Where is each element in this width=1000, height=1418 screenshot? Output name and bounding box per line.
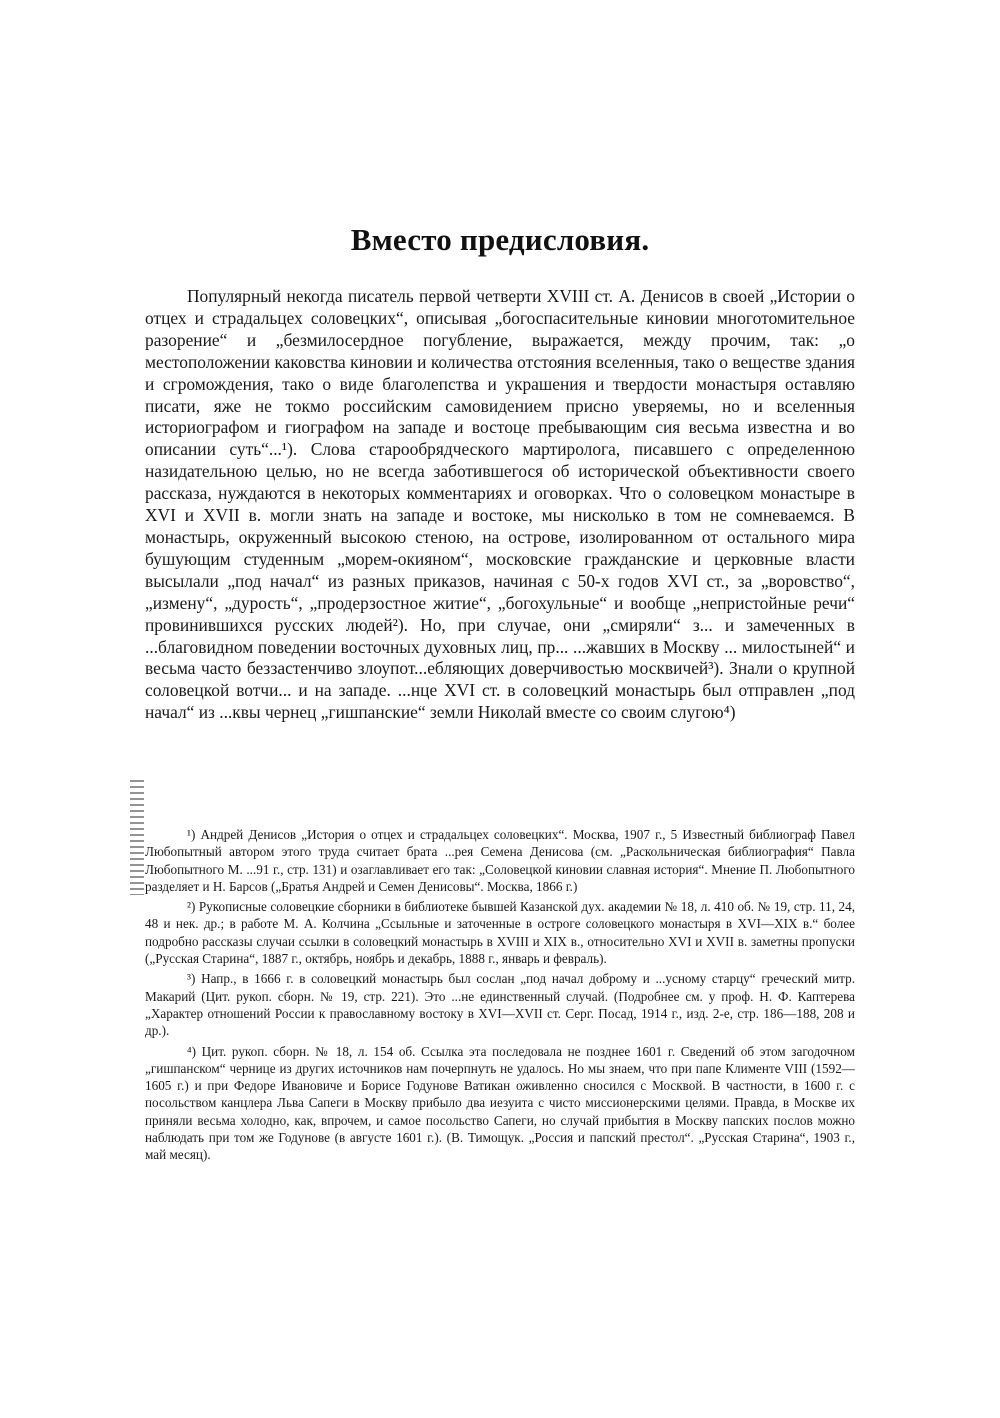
- footnotes-section: [145, 826, 855, 1167]
- footnote-4: ⁴) Цит. рукоп. сборн. № 18, л. 154 об. Ссылка эта последовала не позднее 1601 г. Сведений об этом загодочном „гишпанском“ чернице из других источников нам почерпнуть не удалось. Но мы знаем, что при папе Клименте VIII (1592—1605 г.) и при Федоре Ивановиче и Борисе Годунове Ватикан оживленно сносился с Москвой. В частности, в 1600 г. с посольством канцлера Льва Сапеги в Москву прибыло два иезуита с чисто миссионерскими целями. Правда, в Москве их приняли весьма холодно, как, впрочем, и самое посольство Сапеги, но случай прибытия в Москву папских послов можно наблюдать при том же Годунове (в августе 1601 г.). (В. Тимощук. „Россия и папский престол“. „Русская Старина“, 1903 г., май месяц).: [145, 1043, 855, 1163]
- footnote-1: ¹) Андрей Денисов „История о отцех и страдальцех соловецких“. Москва, 1907 г., 5 Известный библиограф Павел Любопытный автором этого труда считает брата ...рея Семена Денисова (см. „Раскольническая библиография“ Павла Любопытного М. ...91 г., стр. 131) и озаглавливает его так: „Соловецкой киновии славная история“. Мнение П. Любопытного разделяет и Н. Барсов („Братья Андрей и Семен Денисовы“. Москва, 1866 г.): [145, 827, 855, 894]
- page-title: Вместо предисловия.: [350, 222, 650, 257]
- main-paragraph: Популярный некогда писатель первой четверти XVIII ст. А. Денисов в своей „Истории о отцех и страдальцех соловецких“, описывая „богоспасительные киновии многотомительное разорение“ и „безмилосердное погубление, выражается, между прочим, так: „о местоположении каковства киновии и количества отстояния вселенныя, тако о веществе здания и сгромождения, тако о виде благолепства и украшения и твердости монастыря оставляю писати, яже не токмо российским самовидением присно уверяемы, но и вселенныя историографом и гиографом на западе и востоце пребывающим сия весьма известна и во описании суть“...¹). Слова старообрядческого мартиролога, писавшего с определенною назидательною целью, но не всегда заботившегося об исторической объективности своего рассказа, нуждаются в некоторых комментариях и оговорках. Что о соловецком монастыре в XVI и XVII в. могли знать на западе и востоке, мы нисколько в том не сомневаемся. В монастырь, окруженный высокою стеною, на острове, изолированном от остального мира бушующим студенным „морем-окияном“, московские гражданские и церковные власти высылали „под начал“ из разных приказов, начиная с 50-х годов XVI ст., за „воровство“, „измену“, „дурость“, „продерзостное житие“, „богохульные“ и вообще „непристойные речи“ провинившихся русских людей²). Но, при случае, они „смиряли“ з... и замеченных в ...благовидном поведении восточных духовных лиц, пр... ...жавших в Москву ... милостыней“ и весьма часто беззастенчиво злоупот...ебляющих доверчивостью москвичей³). Знали о крупной соловецкой вотчи... и на западе. ...нце XVI ст. в соловецкий монастырь был отправлен „под начал“ из ...квы чернец „гишпанские“ земли Николай вместе со своим слугою⁴): [145, 286, 855, 723]
- footnote-3: ³) Напр., в 1666 г. в соловецкий монастырь был сослан „под начал доброму и ...усному старцу“ греческий митр. Макарий (Цит. рукоп. сборн. № 19, стр. 221). Это ...не единственный случай. (Подробнее см. у проф. Н. Ф. Каптерева „Характер отношений России к православному востоку в XVI—XVII ст. Серг. Посад, 1914 г., изд. 2-е, стр. 186—188, 208 и др.).: [145, 971, 855, 1039]
- footnote-2: ²) Рукописные соловецкие сборники в библиотеке бывшей Казанской дух. академии № 18, л. 410 об. № 19, стр. 11, 24, 48 и нек. др.; в работе М. А. Колчина „Ссыльные и заточенные в остроге соловецкого монастыря в XVI—XIX в.“ более подробно рассказы случаи ссылки в соловецкий монастырь в XVIII и XIX в., относительно XVI и XVII в. заметны пропуски („Русская Старина“, 1887 г., октябрь, ноябрь и декабрь, 1888 г., январь и февраль).: [145, 899, 855, 967]
- main-text-block: [145, 286, 855, 724]
- scan-artifact: [130, 780, 144, 895]
